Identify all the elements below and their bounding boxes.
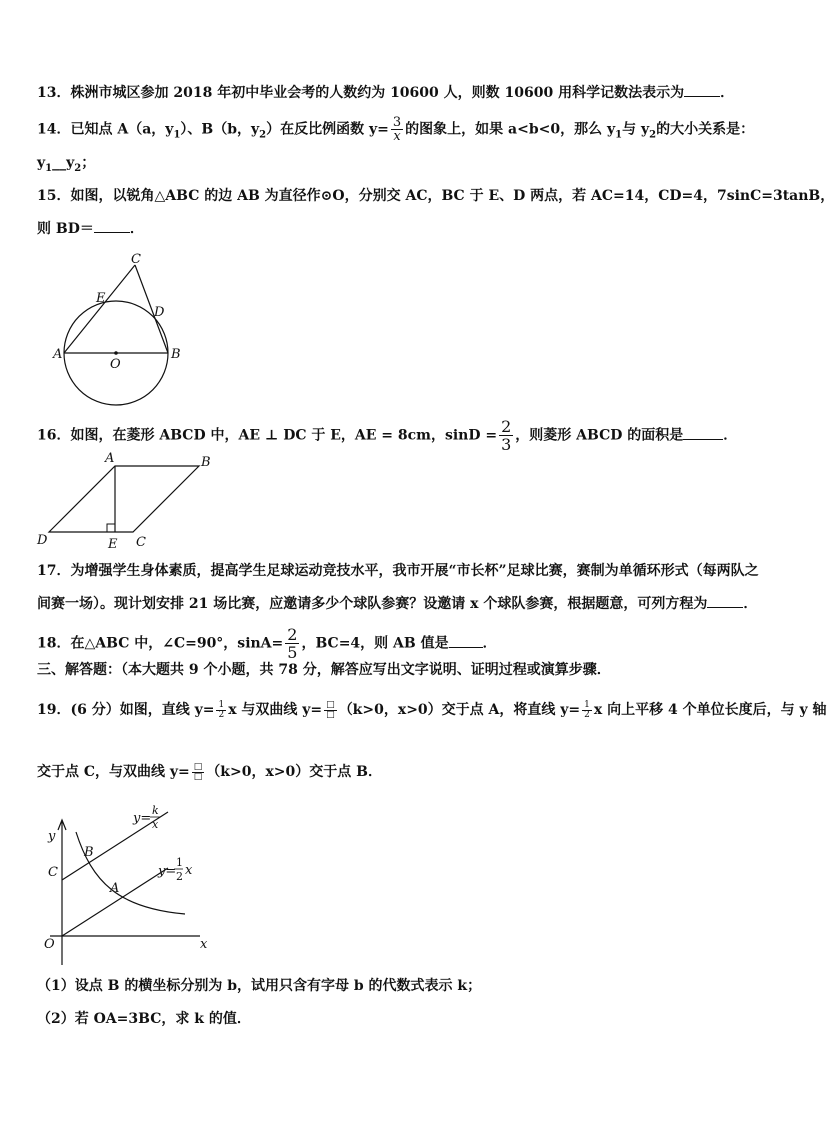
fraction <box>192 763 205 782</box>
curve-label-y: y= <box>133 811 152 826</box>
center-point <box>114 351 118 355</box>
question-15 <box>37 186 834 206</box>
q14-sub: 1 <box>615 129 623 141</box>
q16-text: ，则菱形 ABCD 的面积是 <box>515 427 684 444</box>
label-c: C <box>48 865 58 880</box>
label-e: E <box>96 291 106 306</box>
q19-sub-question: （2）若 OA=3BC，求 k 的值． <box>37 1011 251 1027</box>
fraction <box>216 701 226 720</box>
q14-sub: 2 <box>649 129 657 141</box>
label-a: A <box>110 881 120 896</box>
q17-text: 间赛一场）。现计划安排 21 场比赛，应邀请多少个球队参赛？设邀请 x 个球队参赛，根据题意，可列方程为 <box>37 596 708 612</box>
question-19 <box>37 699 827 720</box>
line-label-y: y= <box>158 864 177 879</box>
q19-text: （k>0，x>0）交于点 B． <box>206 764 382 780</box>
label-b: B <box>84 845 94 860</box>
label-y-axis: y <box>48 829 56 844</box>
question-17 <box>37 561 764 581</box>
section-three-heading <box>37 660 764 680</box>
label-o: O <box>44 937 55 952</box>
question-14-line2 <box>37 153 764 179</box>
question-14 <box>37 116 764 145</box>
fraction-numerator: 2 <box>287 625 298 644</box>
q14-sub: 1 <box>45 162 53 174</box>
q16-text: 16．如图，在菱形 ABCD 中，AE ⊥ DC 于 E，AE = 8cm，sinD = <box>37 427 498 444</box>
q16-end: ． <box>723 427 738 444</box>
label-a: A <box>105 451 115 466</box>
fraction-denominator: x <box>393 129 401 144</box>
fraction-denominator: □ <box>193 771 203 782</box>
fraction-numerator: □ <box>193 761 203 772</box>
q19-sub-question: （1）设点 B 的横坐标分别为 b，试用只含有字母 b 的代数式表示 k； <box>37 978 482 994</box>
q18-text: ，BC=4，则 AB 值是 <box>301 635 449 652</box>
line-label-x: x <box>185 863 193 878</box>
hyperbola-line-figure <box>40 800 220 970</box>
label-x-axis: x <box>200 937 208 952</box>
q17-end: ． <box>743 596 758 612</box>
q14-text: y <box>37 155 46 171</box>
question-19-part1 <box>37 976 764 996</box>
q19-text: x 向上平移 4 个单位长度后，与 y 轴 <box>593 702 827 718</box>
q14-text: ）在反比例函数 y= <box>266 121 389 138</box>
label-c: C <box>131 252 141 267</box>
q19-text: 交于点 C，与双曲线 y= <box>37 764 190 780</box>
fraction <box>582 701 592 720</box>
label-a: A <box>53 347 63 362</box>
label-b: B <box>171 347 181 362</box>
question-15-line2 <box>37 218 764 239</box>
q14-text: __y <box>52 155 75 171</box>
q18-text: 18．在△ABC 中，∠C=90°，sinA= <box>37 635 284 652</box>
q13-end: ． <box>720 85 735 101</box>
label-d: D <box>37 533 48 548</box>
fraction-numerator: 1 <box>584 699 590 710</box>
answer-blank <box>683 425 723 440</box>
fraction-denominator: 2 <box>584 709 590 720</box>
fraction-denominator: 5 <box>287 643 298 662</box>
curve-label-num: k <box>152 804 159 817</box>
line-label-num: 1 <box>176 856 183 869</box>
answer-blank <box>684 82 720 97</box>
q14-text: 与 y <box>622 121 650 138</box>
q14-sub: 1 <box>173 129 181 141</box>
q14-text: 的大小关系是： <box>656 121 755 138</box>
line-label-den: 2 <box>176 870 183 883</box>
fraction-denominator: □ <box>326 709 335 720</box>
question-18 <box>37 626 764 661</box>
q19-text: 19．(6 分）如图，直线 y= <box>37 702 215 718</box>
q14-text: ； <box>81 155 96 171</box>
fraction-numerator: 3 <box>392 115 402 130</box>
label-d: D <box>154 305 165 320</box>
q13-text: 13．株洲市城区参加 2018 年初中毕业会考的人数约为 10600 人，则数 10600 用科学记数法表示为 <box>37 85 685 101</box>
circle-triangle-figure <box>50 250 190 375</box>
fraction <box>391 116 403 143</box>
label-e: E <box>108 537 118 552</box>
question-13 <box>37 82 764 103</box>
rhombus-figure <box>35 450 225 550</box>
q14-sub: 2 <box>74 162 82 174</box>
q17-text: 17．为增强学生身体素质，提高学生足球运动竞技水平，我市开展“市长杯”足球比赛，赛制为单循环形式（每两队之 <box>37 563 759 579</box>
section-text: 三、解答题：（本大题共 9 个小题，共 78 分，解答应写出文字说明、证明过程或演算步骤． <box>37 662 611 678</box>
label-o: O <box>110 357 121 372</box>
fraction-numerator: 2 <box>501 417 512 436</box>
question-19-line2 <box>37 762 764 782</box>
answer-blank <box>707 593 743 608</box>
label-b: B <box>201 455 211 470</box>
q15-text: 15．如图，以锐角△ABC 的边 AB 为直径作⊙O，分别交 AC，BC 于 E、D 两点，若 AC=14，CD=4，7sinC=3tanB， <box>37 188 834 204</box>
answer-blank <box>449 633 483 648</box>
fraction <box>285 626 299 661</box>
question-17-line2 <box>37 593 764 614</box>
q15-end: ． <box>129 221 144 237</box>
q14-text: 14．已知点 A（a，y <box>37 121 174 138</box>
fraction-numerator: □ <box>326 699 335 710</box>
fraction-denominator: 2 <box>218 709 225 720</box>
curve-label-den: x <box>152 818 159 831</box>
right-angle-mark <box>107 524 115 532</box>
q14-text: 的图象上，如果 a<b<0，那么 y <box>405 121 616 138</box>
q14-sub: 2 <box>259 129 267 141</box>
q18-end: ． <box>482 635 497 652</box>
fraction <box>324 701 337 720</box>
q19-text: x 与双曲线 y= <box>228 702 323 718</box>
fraction-denominator: 3 <box>501 435 512 454</box>
answer-blank <box>94 218 130 233</box>
segment-ac <box>64 265 135 353</box>
rhombus-abcd <box>49 466 199 532</box>
label-c: C <box>136 535 146 550</box>
line-y-half-x <box>62 868 168 936</box>
fraction <box>499 418 513 453</box>
question-19-part2 <box>37 1009 764 1029</box>
q14-text: ）、B（b，y <box>180 121 260 138</box>
q19-text: （k>0，x>0）交于点 A，将直线 y= <box>338 702 581 718</box>
question-16 <box>37 418 764 453</box>
fraction-numerator: 1 <box>218 699 225 710</box>
q15-text: 则 BD＝ <box>37 221 94 237</box>
